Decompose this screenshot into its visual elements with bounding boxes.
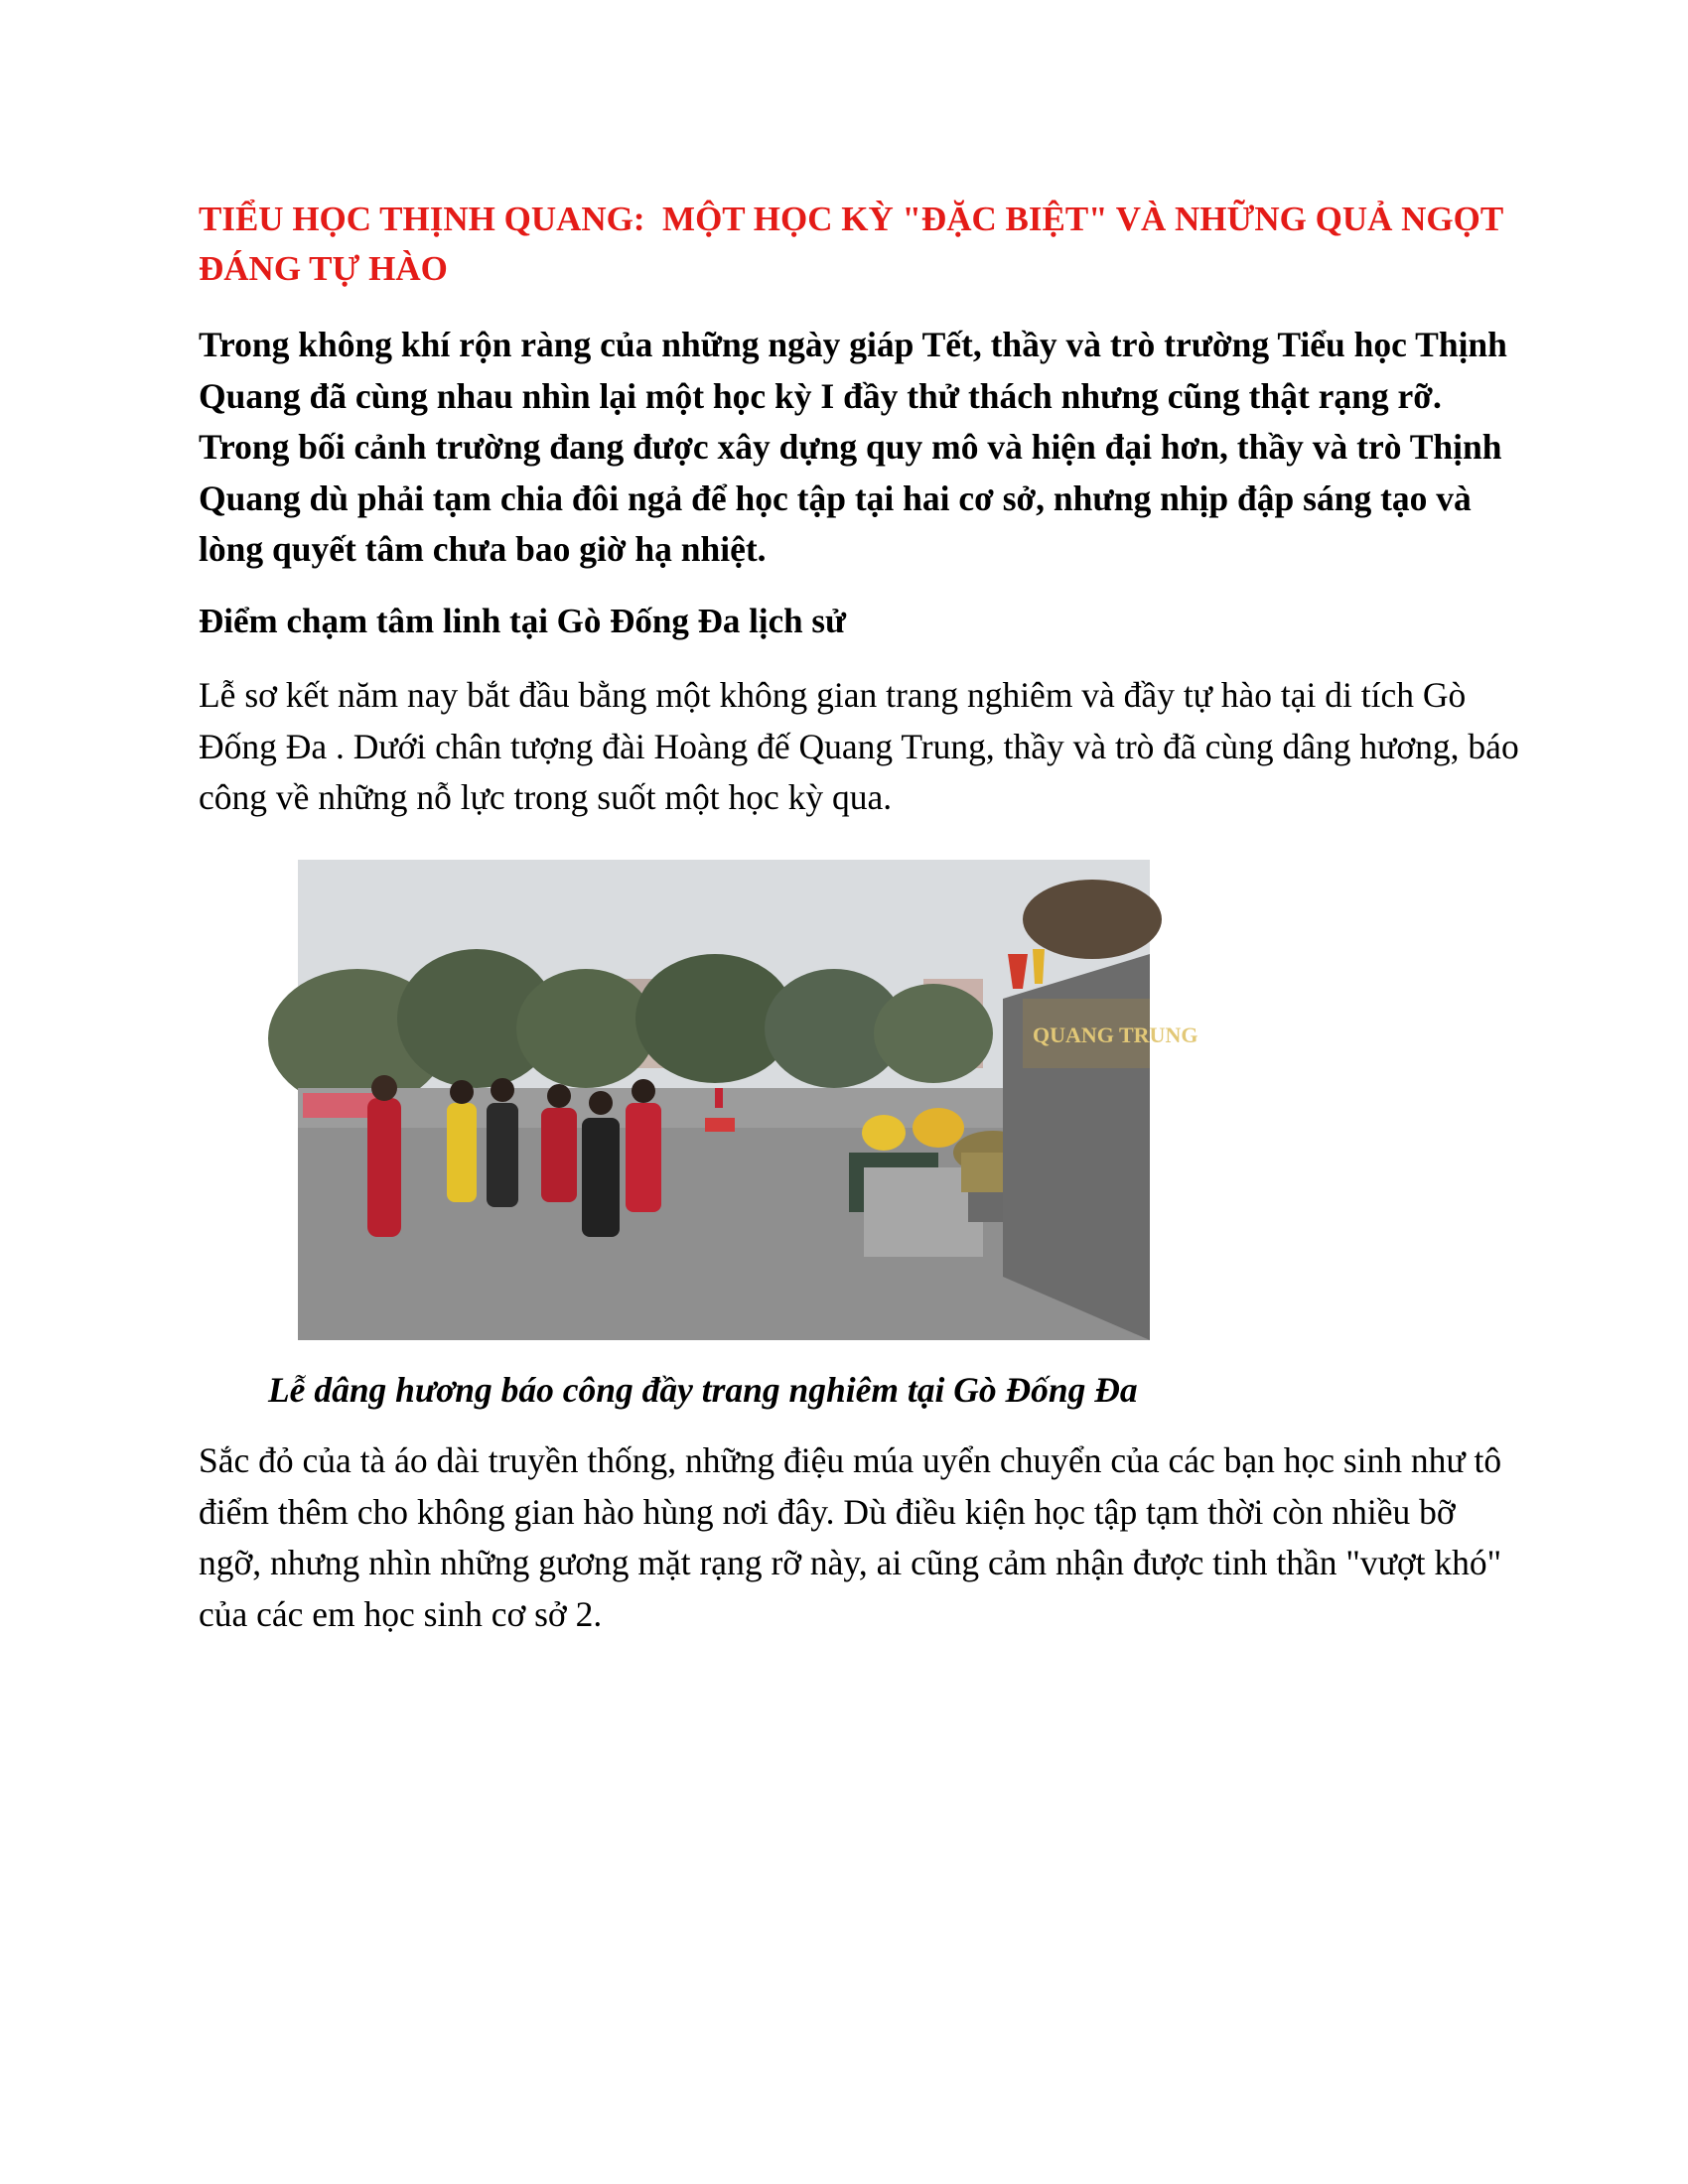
ceremony-photo bbox=[298, 860, 1198, 1340]
paragraph-2: Sắc đỏ của tà áo dài truyền thống, những điệu múa uyển chuyển của các bạn học sinh như tô điểm thêm cho không gian hào hùng nơi đây. Dù điều kiện học tập tạm thời còn nhiều bỡ ngỡ, nhưng nhìn những gương mặt rạng rỡ này, ai cũng cảm nhận được tinh thần "vượt khó" của các em học sinh cơ sở 2. bbox=[199, 1440, 1502, 1634]
article-title: TIỂU HỌC THỊNH QUANG: MỘT HỌC KỲ "ĐẶC BIỆT" VÀ NHỮNG QUẢ NGỌT ĐÁNG TỰ HÀO bbox=[199, 200, 1512, 288]
monument-sign: QUANG TRUNG bbox=[1033, 1023, 1198, 1047]
paragraph-1: Lễ sơ kết năm nay bắt đầu bằng một không gian trang nghiêm và đầy tự hào tại di tích Gò Đống Đa . Dưới chân tượng đài Hoàng đế Quang Trung, thầy và trò đã cùng dâng hương, báo công về những nỗ lực trong suốt một học kỳ qua. bbox=[199, 675, 1519, 817]
photo-caption: Lễ dâng hương báo công đầy trang nghiêm tại Gò Đống Đa bbox=[268, 1370, 1138, 1410]
article-lead: Trong không khí rộn ràng của những ngày giáp Tết, thầy và trò trường Tiểu học Thịnh Quang đã cùng nhau nhìn lại một học kỳ I đầy thử thách nhưng cũng thật rạng rỡ. Trong bối cảnh trường đang được xây dựng quy mô và hiện đại hơn, thầy và trò Thịnh Quang dù phải tạm chia đôi ngả để học tập tại hai cơ sở, nhưng nhịp đập sáng tạo và lòng quyết tâm chưa bao giờ hạ nhiệt. bbox=[199, 325, 1507, 569]
section-heading: Điểm chạm tâm linh tại Gò Đống Đa lịch sử bbox=[199, 602, 846, 640]
